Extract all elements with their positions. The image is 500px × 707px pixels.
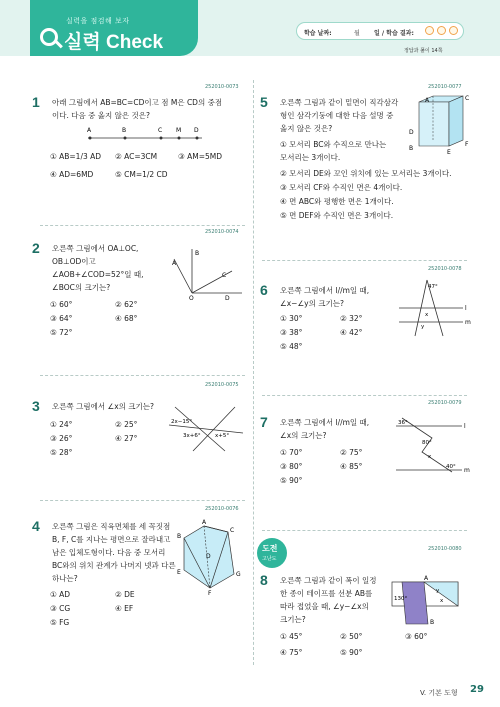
question-number: 8 xyxy=(260,572,268,588)
study-date-label: 학습 날짜: xyxy=(304,30,332,37)
question-code: 252010-0073 xyxy=(205,84,239,90)
angle-diagram xyxy=(170,245,245,300)
svg-text:m: m xyxy=(465,319,471,326)
answer-page-note: 정답과 풀이 14쪽 xyxy=(404,48,443,54)
option-3[interactable]: ③ 64° xyxy=(50,314,73,323)
option-3[interactable]: ③ 26° xyxy=(50,434,73,443)
svg-text:36°: 36° xyxy=(398,420,408,426)
question-text: 오른쪽 그림에서 l//m일 때, ∠x−∠y의 크기는? xyxy=(280,286,370,308)
svg-text:B: B xyxy=(430,619,435,626)
option-4[interactable]: ④ 27° xyxy=(115,434,138,443)
label-b: B xyxy=(122,127,127,134)
svg-text:B: B xyxy=(195,250,200,257)
column-divider xyxy=(253,80,254,665)
option-1[interactable]: ① AD xyxy=(50,590,71,599)
row-divider xyxy=(262,530,467,531)
svg-text:B: B xyxy=(409,145,414,152)
option-2[interactable]: ② AC=3CM xyxy=(115,152,158,161)
option-5[interactable]: ⑤ FG xyxy=(50,618,70,627)
question-number: 7 xyxy=(260,414,268,430)
question-number: 1 xyxy=(32,94,40,110)
option-4[interactable]: ④ 42° xyxy=(340,328,363,337)
neutral-face-icon[interactable] xyxy=(437,26,446,35)
option-3[interactable]: ③ 모서리 CF와 수직인 면은 4개이다. xyxy=(280,183,403,192)
option-3[interactable]: ③ 38° xyxy=(280,328,303,337)
solid-diagram xyxy=(172,518,250,596)
challenge-badge-sub: 고난도 xyxy=(262,556,277,562)
label-a: A xyxy=(87,127,92,134)
svg-text:x: x xyxy=(428,454,432,460)
svg-text:40°: 40° xyxy=(446,464,456,470)
row-divider xyxy=(262,260,467,261)
svg-text:l: l xyxy=(464,423,466,430)
challenge-badge-label: 도전 xyxy=(262,544,278,553)
label-m: M xyxy=(176,127,182,134)
option-1[interactable]: ① 모서리 BC와 수직으로 만나는 모서리는 3개이다. xyxy=(280,140,387,162)
svg-text:F: F xyxy=(465,141,469,148)
question-number: 2 xyxy=(32,240,40,256)
svg-text:x: x xyxy=(425,312,429,318)
question-text: 오른쪽 그림과 같이 밑면이 직각삼각 형인 삼각기둥에 대한 다음 설명 중 옳지 않은 것은? xyxy=(280,98,399,133)
option-3[interactable]: ③ 60° xyxy=(405,632,428,641)
svg-text:D: D xyxy=(206,553,211,560)
svg-text:D: D xyxy=(409,129,414,136)
svg-text:y: y xyxy=(436,588,440,594)
option-4[interactable]: ④ 85° xyxy=(340,462,363,471)
option-5[interactable]: ⑤ 72° xyxy=(50,328,73,337)
question-code: 252010-0075 xyxy=(205,382,239,388)
svg-text:47°: 47° xyxy=(428,284,438,290)
sad-face-icon[interactable] xyxy=(449,26,458,35)
option-2[interactable]: ② 모서리 DE와 꼬인 위치에 있는 모서리는 3개이다. xyxy=(280,169,452,178)
option-1[interactable]: ① 60° xyxy=(50,300,73,309)
header-subtitle: 실력을 점검해 보자 xyxy=(66,17,130,25)
label-c: C xyxy=(158,127,163,134)
label-d: D xyxy=(194,127,199,134)
page-number: 29 xyxy=(470,684,484,695)
question-number: 4 xyxy=(32,518,40,534)
svg-text:A: A xyxy=(172,260,177,267)
question-code: 252010-0078 xyxy=(428,266,462,272)
svg-text:A: A xyxy=(424,575,429,582)
page-title: 실력 Check xyxy=(64,32,164,53)
svg-text:m: m xyxy=(464,467,470,474)
question-code: 252010-0076 xyxy=(205,506,239,512)
smile-face-icon[interactable] xyxy=(425,26,434,35)
svg-text:l: l xyxy=(465,305,467,312)
folded-tape-diagram xyxy=(388,572,468,627)
option-5[interactable]: ⑤ CM=1/2 CD xyxy=(115,170,168,179)
option-1[interactable]: ① 24° xyxy=(50,420,73,429)
segment-diagram xyxy=(80,124,210,146)
svg-text:C: C xyxy=(465,95,470,102)
option-2[interactable]: ② DE xyxy=(115,590,135,599)
option-3[interactable]: ③ AM=5MD xyxy=(178,152,223,161)
question-code: 252010-0074 xyxy=(205,229,239,235)
svg-text:F: F xyxy=(208,590,212,597)
option-4[interactable]: ④ 75° xyxy=(280,648,303,657)
option-2[interactable]: ② 62° xyxy=(115,300,138,309)
question-number: 3 xyxy=(32,398,40,414)
svg-text:E: E xyxy=(177,569,181,576)
option-2[interactable]: ② 32° xyxy=(340,314,363,323)
chapter-label: V. 기본 도형 xyxy=(420,689,458,697)
parallel-lines-diagram xyxy=(392,408,470,478)
svg-text:C: C xyxy=(222,272,227,279)
row-divider xyxy=(40,225,245,226)
svg-text:130°: 130° xyxy=(394,596,408,602)
question-number: 5 xyxy=(260,94,268,110)
svg-text:y: y xyxy=(421,324,425,330)
svg-text:A: A xyxy=(425,97,430,104)
svg-text:B: B xyxy=(177,533,182,540)
question-text: 오른쪽 그림에서 ∠x의 크기는? xyxy=(52,402,154,411)
option-3[interactable]: ③ CG xyxy=(50,604,71,613)
question-text: 아래 그림에서 AB=BC=CD이고 점 M은 CD의 중점 이다. 다음 중 옳지 않은 것은? xyxy=(52,98,223,120)
day-result-label: 일 / 학습 결과: xyxy=(374,30,414,37)
option-3[interactable]: ③ 80° xyxy=(280,462,303,471)
option-2[interactable]: ② 25° xyxy=(115,420,138,429)
option-4[interactable]: ④ 68° xyxy=(115,314,138,323)
option-5[interactable]: ⑤ 90° xyxy=(280,476,303,485)
svg-text:O: O xyxy=(189,295,194,302)
question-text: 오른쪽 그림과 같이 폭이 일정 한 종이 테이프를 선분 AB를 따라 접었을 때, ∠y−∠x의 크기는? xyxy=(280,576,377,624)
option-5[interactable]: ⑤ 면 DEF와 수직인 면은 3개이다. xyxy=(280,211,394,220)
svg-text:3x+6°: 3x+6° xyxy=(183,433,201,439)
svg-text:D: D xyxy=(225,295,230,302)
option-1[interactable]: ① 30° xyxy=(280,314,303,323)
option-2[interactable]: ② 75° xyxy=(340,448,363,457)
option-5[interactable]: ⑤ 48° xyxy=(280,342,303,351)
svg-text:A: A xyxy=(202,519,207,526)
svg-text:x: x xyxy=(440,598,444,604)
row-divider xyxy=(40,375,245,376)
parallel-lines-diagram xyxy=(395,278,470,338)
question-text: 오른쪽 그림은 직육면체를 세 꼭짓점 B, F, C를 지나는 평면으로 잘라내고 남은 입체도형이다. 다음 중 모서리 BC와의 위치 관계가 나머지 넷과 다른 하나는? xyxy=(52,522,176,583)
row-divider xyxy=(262,395,467,396)
option-5[interactable]: ⑤ 28° xyxy=(50,448,73,457)
option-4[interactable]: ④ EF xyxy=(115,604,134,613)
question-code: 252010-0079 xyxy=(428,400,462,406)
option-1[interactable]: ① 70° xyxy=(280,448,303,457)
question-text: 오른쪽 그림에서 OA⊥OC, OB⊥OD이고 ∠AOB+∠COD=52°일 때, ∠BOC의 크기는? xyxy=(52,244,144,292)
question-number: 6 xyxy=(260,282,268,298)
option-4[interactable]: ④ 면 ABC와 평행한 면은 1개이다. xyxy=(280,197,394,206)
option-1[interactable]: ① AB=1/3 AD xyxy=(50,152,102,161)
month-label: 월 xyxy=(354,30,360,37)
question-code: 252010-0077 xyxy=(428,84,462,90)
option-4[interactable]: ④ AD=6MD xyxy=(50,170,94,179)
svg-text:2x−15°: 2x−15° xyxy=(171,419,193,425)
row-divider xyxy=(40,500,245,501)
option-2[interactable]: ② 50° xyxy=(340,632,363,641)
svg-text:E: E xyxy=(447,149,451,156)
svg-text:G: G xyxy=(236,571,241,578)
question-text: 오른쪽 그림에서 l//m일 때, ∠x의 크기는? xyxy=(280,418,370,440)
angle-diagram xyxy=(165,405,245,453)
option-1[interactable]: ① 45° xyxy=(280,632,303,641)
svg-text:x+5°: x+5° xyxy=(215,433,230,439)
svg-text:C: C xyxy=(230,527,235,534)
option-5[interactable]: ⑤ 90° xyxy=(340,648,363,657)
question-code: 252010-0080 xyxy=(428,546,462,552)
svg-text:80°: 80° xyxy=(422,440,432,446)
